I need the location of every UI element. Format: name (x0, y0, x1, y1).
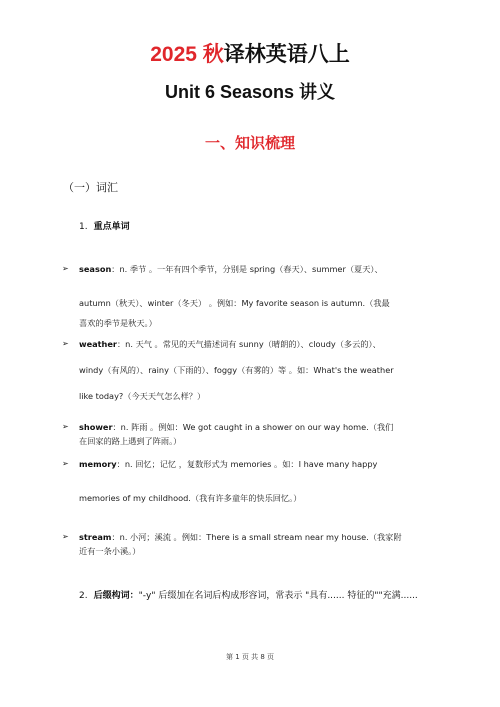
entry-text: ：n. 阵雨 。例如：We got caught in a shower on our way home.（我们 (112, 422, 394, 432)
title-year: 2025 (150, 43, 197, 66)
item-number: 1. (79, 222, 88, 232)
entry-stream-line-2: 近有一条小溪。） (79, 546, 141, 556)
key-words-heading (79, 220, 130, 234)
title-autumn: 秋 (202, 43, 224, 66)
bullet-arrow-icon: ➢ (62, 422, 69, 431)
bullet-arrow-icon: ➢ (62, 459, 69, 468)
title-rest: 译林英语八上 (223, 43, 350, 66)
entry-weather-line-3: like today?（今天天气怎么样？） (79, 391, 206, 401)
item-title: 重点单词 (93, 222, 130, 232)
entry-shower-line-1 (79, 421, 444, 433)
entry-season-line-1 (79, 263, 444, 275)
entry-weather-line-1 (79, 338, 444, 350)
entry-text: ：n. 小河；溪流 。例如：There is a small stream near my house.（我家附 (111, 532, 402, 542)
vocabulary-subheading: （一）词汇 (63, 181, 118, 194)
document-title (0, 42, 500, 68)
entry-text: ：n. 天气 。常见的天气描述词有 sunny（晴朗的）、cloudy（多云的）、 (116, 339, 381, 349)
entry-text: ：n. 季节 。一年有四个季节，分别是 spring（春天）、summer（夏天）、 (111, 264, 383, 274)
page-footer: 第 1 页 共 8 页 (225, 653, 275, 661)
entry-word: stream (79, 532, 112, 542)
entry-text: ：n. 回忆；记忆 ，复数形式为 memories 。如：I have many happy (116, 459, 378, 469)
entry-word: memory (79, 459, 117, 469)
bullet-arrow-icon: ➢ (62, 264, 69, 273)
entry-stream-line-1 (79, 531, 444, 543)
suffix-heading (79, 589, 459, 603)
document-subtitle: Unit 6 Seasons 讲义 (164, 82, 336, 102)
entry-memory-line-2: memories of my childhood.（我有许多童年的快乐回忆。） (79, 493, 302, 503)
item-text: "-y" 后缀加在名词后构成形容词，常表示 "具有...... 特征的""充满...... (138, 591, 418, 601)
entry-season-line-2: autumn（秋天）、winter（冬天） 。例如：My favorite season is autumn.（我最 (79, 298, 390, 308)
entry-weather-line-2: windy（有风的）、rainy（下雨的）、foggy（有雾的）等 。如：What's the weather (79, 365, 394, 375)
entry-word: shower (79, 422, 113, 432)
bullet-arrow-icon: ➢ (62, 532, 69, 541)
bullet-arrow-icon: ➢ (62, 339, 69, 348)
entry-season-line-3: 喜欢的季节是秋天。） (79, 318, 157, 328)
item-number: 2. (79, 591, 88, 601)
entry-memory-line-1 (79, 458, 444, 470)
entry-word: weather (79, 339, 117, 349)
item-title: 后缀构词： (93, 591, 139, 601)
entry-word: season (79, 264, 112, 274)
entry-shower-line-2: 在回家的路上遇到了阵雨。） (79, 436, 182, 446)
section-heading: 一、知识梳理 (204, 134, 295, 152)
